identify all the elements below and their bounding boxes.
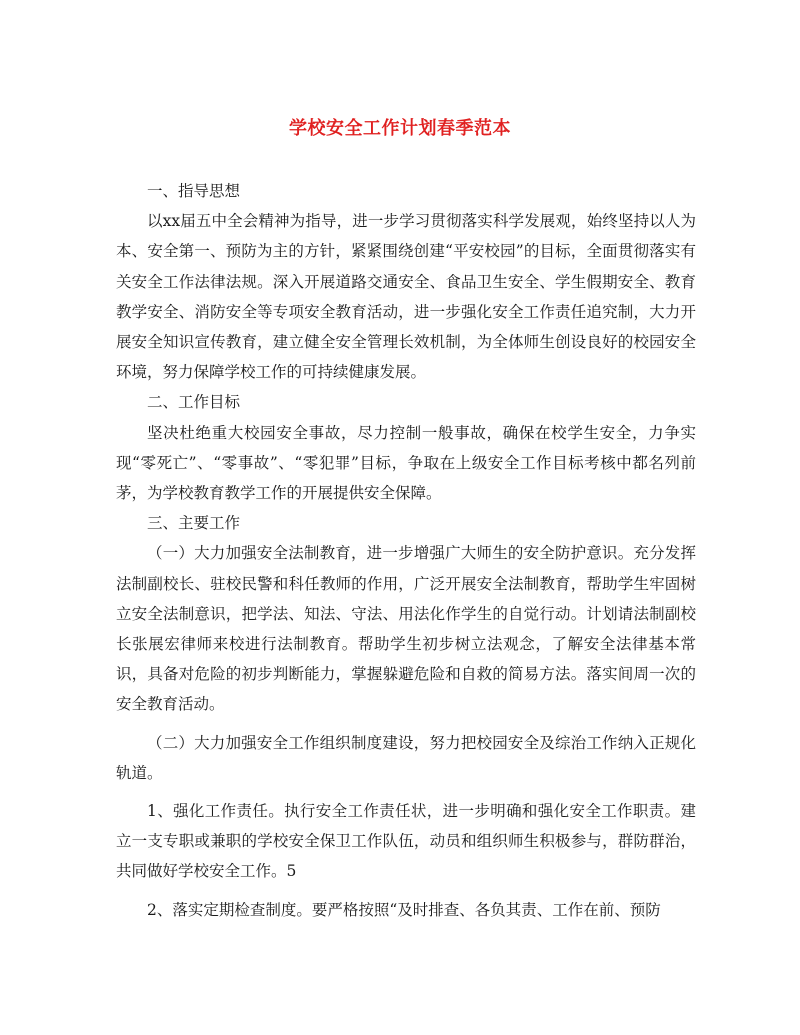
section-heading-main-work: 三、主要工作 [147,514,241,533]
section-heading-work-goals: 二、工作目标 [147,393,241,412]
paragraph-inspection: 2、落实定期检查制度。要严格按照“及时排查、各负其责、工作在前、预防 [147,900,661,919]
paragraph-responsibility: 1、强化工作责任。执行安全工作责任状，进一步明确和强化安全工作职责。建立一支专职或兼职的学校安全保卫工作队伍，动员和组织师生积极参与，群防群治，共同做好学校安全工作。5 [116,802,696,881]
paragraph-work-goals: 坚决杜绝重大校园安全事故，尽力控制一般事故，确保在校学生安全，力争实现“零死亡”、“零事故”、“零犯罪”目标，争取在上级安全工作目标考核中都名列前茅，为学校教育教学工作的开展提供安全保障。 [116,423,696,503]
paragraph-guiding-ideology: 以xx届五中全会精神为指导，进一步学习贯彻落实科学发展观，始终坚持以人为本、安全第一、预防为主的方针，紧紧围绕创建“平安校园”的目标，全面贯彻落实有关安全工作法律法规。深入开展道路交通安全、食品卫生安全、学生假期安全、教育教学安全、消防安全等专项安全教育活动，进一步强化安全工作责任追究制，大力开展安全知识宣传教育，建立健全安全管理长效机制，为全体师生创设良好的校园安全环境，努力保障学校工作的可持续健康发展。 [116,212,696,382]
paragraph-main-work-2: （二）大力加强安全工作组织制度建设，努力把校园安全及综治工作纳入正规化轨道。 [116,733,696,782]
section-heading-guiding-ideology: 一、指导思想 [147,182,241,200]
document-body [116,176,696,925]
document-title: 学校安全工作计划春季范本 [289,118,511,139]
paragraph-main-work-1: （一）大力加强安全法制教育，进一步增强广大师生的安全防护意识。充分发挥法制副校长、驻校民警和科任教师的作用，广泛开展安全法制教育，帮助学生牢固树立安全法制意识，把学法、知法、守法、用法化作学生的自觉行动。计划请法制副校长张展宏律师来校进行法制教育。帮助学生初步树立法观念，了解安全法律基本常识，具备对危险的初步判断能力，掌握躲避危险和自救的简易方法。落实间周一次的安全教育活动。 [116,544,696,714]
